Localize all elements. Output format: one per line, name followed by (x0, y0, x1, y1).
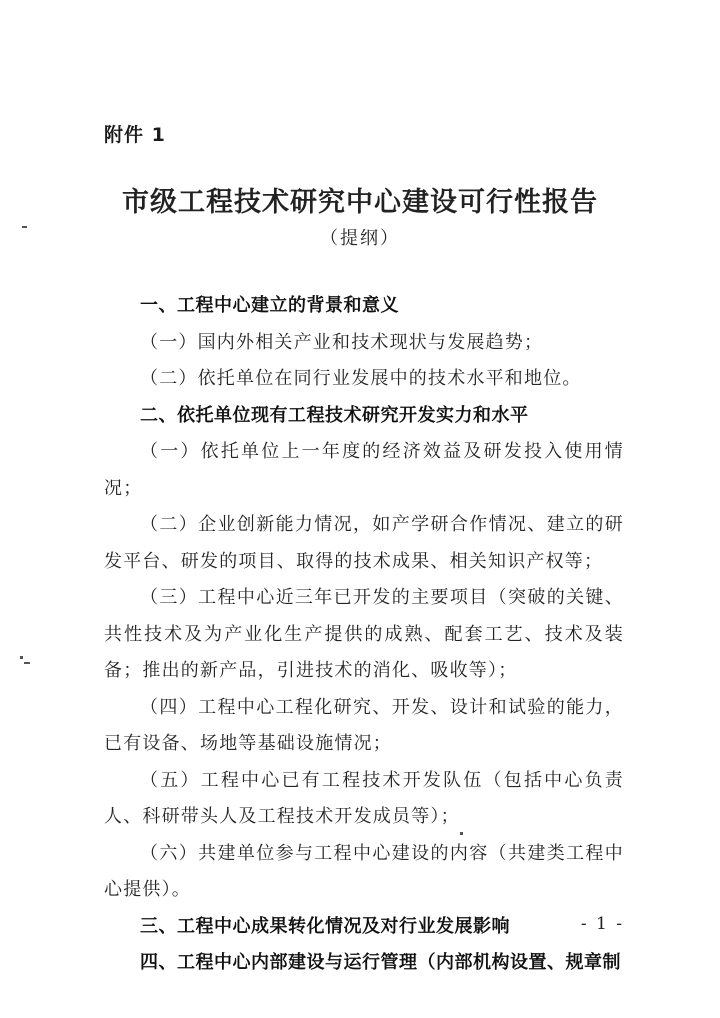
outline-item: （一）国内外相关产业和技术现状与发展趋势； (140, 331, 544, 353)
outline-item: （三）工程中心近三年已开发的主要项目（突破的关键、共性技术及为产业化生产提供的成熟、配套工艺、技术及装备；推出的新产品，引进技术的消化、吸收等）； (104, 587, 624, 681)
section-heading-4: 四、工程中心内部建设与运行管理（内部机构设置、规章制 (140, 952, 621, 973)
section-heading-2: 二、依托单位现有工程技术研究开发实力和水平 (140, 404, 529, 426)
outline-item: （一）依托单位上一年度的经济效益及研发投入使用情况； (104, 441, 624, 499)
attachment-label: 附件 1 (104, 124, 166, 146)
page-number: - 1 - (580, 914, 624, 934)
section-heading-3: 三、工程中心成果转化情况及对行业发展影响 (140, 915, 510, 937)
document-subtitle: （提纲） (320, 228, 400, 249)
outline-item: （六）共建单位参与工程中心建设的内容（共建类工程中心提供）。 (104, 842, 624, 900)
scan-mark (24, 662, 30, 664)
section-heading-1: 一、工程中心建立的背景和意义 (140, 295, 399, 316)
outline-body (104, 288, 624, 982)
scan-mark (20, 656, 23, 659)
scan-mark (460, 832, 463, 835)
scan-mark (22, 226, 27, 228)
outline-item: （四）工程中心工程化研究、开发、设计和试验的能力，已有设备、场地等基础设施情况； (104, 696, 624, 754)
outline-item: （二）企业创新能力情况，如产学研合作情况、建立的研发平台、研发的项目、取得的技术成果、相关知识产权等； (104, 514, 624, 572)
outline-item: （五）工程中心已有工程技术开发队伍（包括中心负责人、科研带头人及工程技术开发成员等）； (104, 769, 624, 827)
outline-item: （二）依托单位在同行业发展中的技术水平和地位。 (140, 368, 582, 389)
document-title: 市级工程技术研究中心建设可行性报告 (122, 187, 598, 218)
